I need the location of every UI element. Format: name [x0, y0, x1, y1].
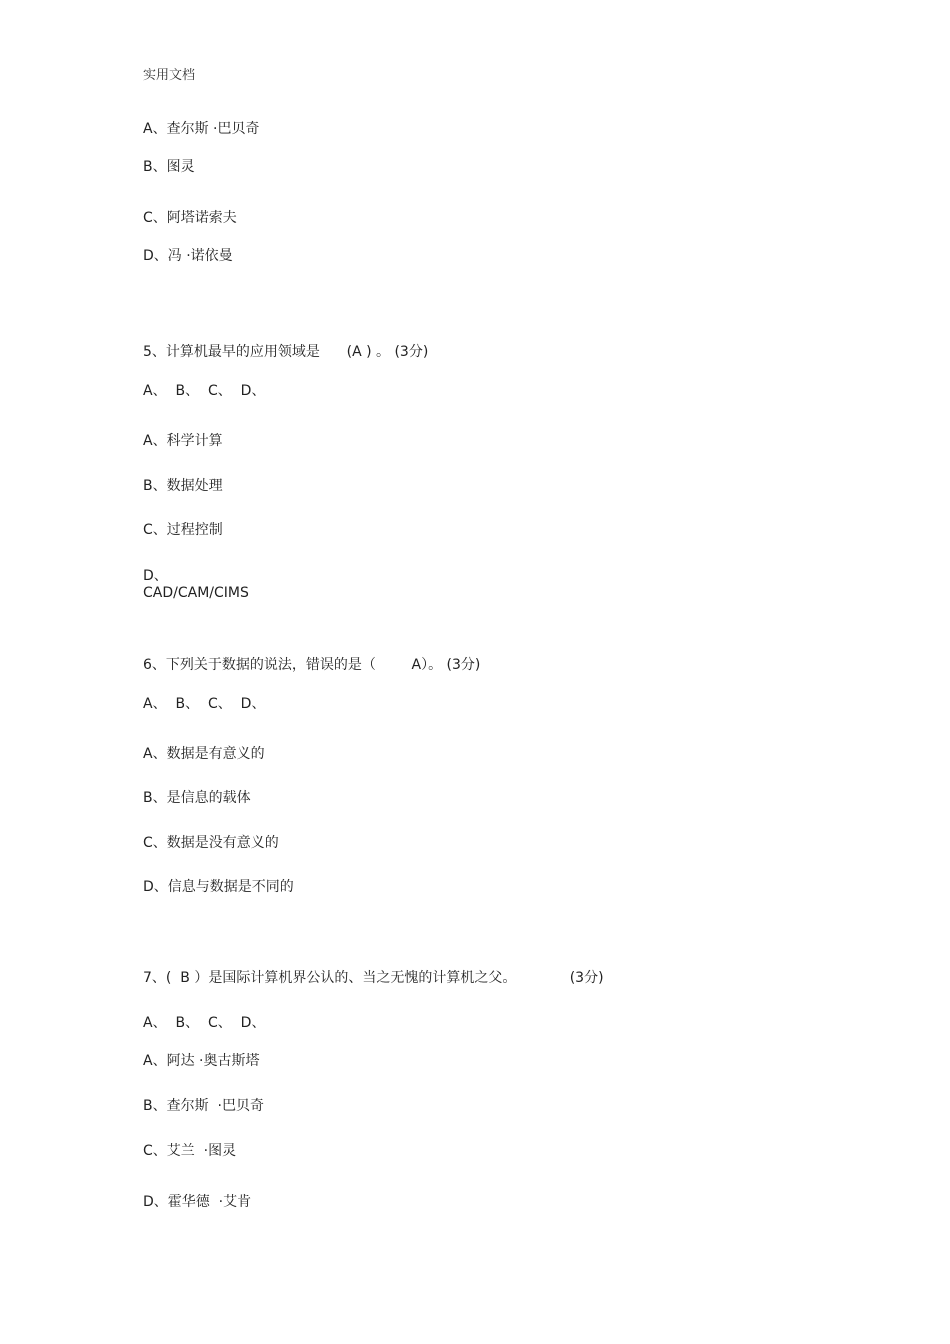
q6-option-d: D、信息与数据是不同的	[143, 879, 294, 895]
q5-option-b: B、数据处理	[143, 478, 223, 494]
q5-option-d: D、	[143, 568, 168, 584]
page-header: 实用文档	[143, 68, 196, 83]
q6-option-b: B、是信息的载体	[143, 790, 251, 806]
q6-choice-row: A、 B、 C、 D、	[143, 696, 266, 712]
q5-choice-row: A、 B、 C、 D、	[143, 383, 266, 399]
q5-option-a: A、科学计算	[143, 433, 223, 449]
q5-question: 5、计算机最早的应用领域是 (A ) 。 (3分)	[143, 344, 429, 360]
q7-option-a: A、阿达 ·奥古斯塔	[143, 1053, 260, 1069]
q7-choice-row: A、 B、 C、 D、	[143, 1015, 266, 1031]
q6-option-a: A、数据是有意义的	[143, 746, 265, 762]
q7-option-b: B、查尔斯 ·巴贝奇	[143, 1098, 264, 1114]
q7-question: 7、( B ）是国际计算机界公认的、当之无愧的计算机之父。 (3分)	[143, 970, 604, 986]
q6-question: 6、下列关于数据的说法，错误的是（ A）。 (3分)	[143, 657, 481, 673]
q5-option-c: C、过程控制	[143, 522, 223, 538]
q6-option-c: C、数据是没有意义的	[143, 835, 279, 851]
q4-option-d: D、冯 ·诺依曼	[143, 248, 233, 264]
q5-option-d-text: CAD/CAM/CIMS	[143, 585, 249, 601]
q4-option-b: B、图灵	[143, 159, 195, 175]
q4-option-c: C、阿塔诺索夫	[143, 210, 237, 226]
q7-option-c: C、艾兰 ·图灵	[143, 1143, 237, 1159]
q4-option-a: A、查尔斯 ·巴贝奇	[143, 121, 260, 137]
q7-option-d: D、霍华德 ·艾肯	[143, 1194, 252, 1210]
